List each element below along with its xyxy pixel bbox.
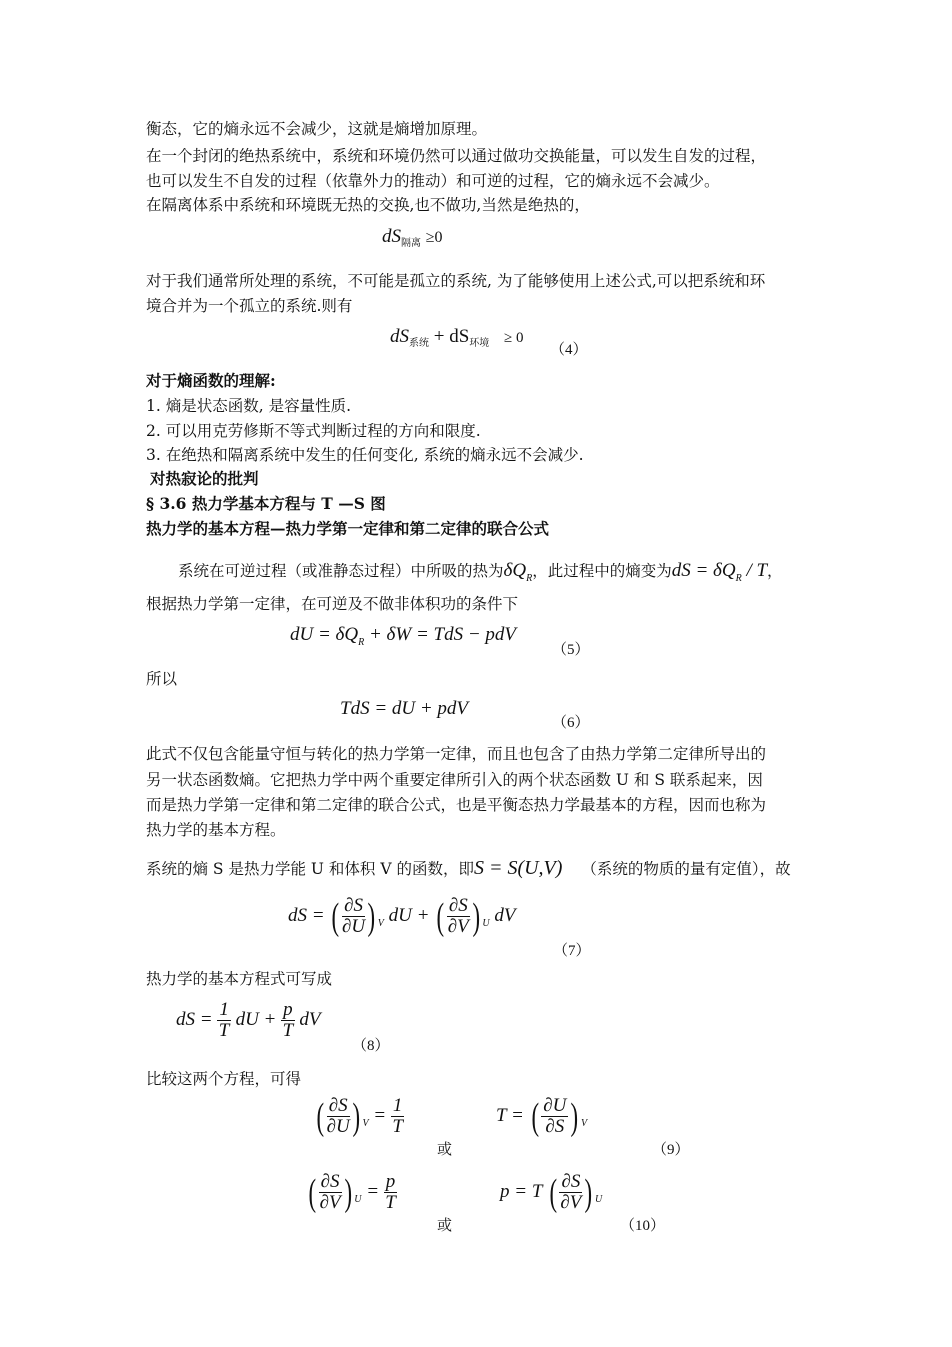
equation-8: dS = $\frac{1}{T}$ dU + $\frac{p}{T}$ dV (176, 999, 321, 1041)
section-title: § 3.6 热力学基本方程与 T —S 图 (146, 494, 386, 513)
equation-number: （8） (352, 1038, 390, 1054)
text-line: 衡态，它的熵永远不会减少，这就是熵增加原理。 (146, 120, 488, 138)
text-line: 对于我们通常所处理的系统，不可能是孤立的系统, 为了能够使用上述公式,可以把系统和环 (146, 272, 766, 290)
equation-5: dU = $\delta Q_R + \delta W$ = TdS − pdV (290, 624, 517, 648)
equation-10-left: ( $\frac{\partial S}{\partial V}$ ) $_U$ = $\frac{p}{T}$ (308, 1171, 396, 1214)
or-label: 或 (437, 1216, 453, 1234)
equation-number: （5） (552, 642, 590, 658)
equation-isolated: $dS_{隔离} \ge 0$ (382, 226, 443, 249)
equation-9-right: T = ( $\frac{\partial U}{\partial S}$ ) $_V$ (496, 1095, 588, 1138)
text-line: 另一状态函数熵。它把热力学中两个重要定律所引入的两个状态函数 U 和 S 联系起来，因 (146, 771, 763, 789)
equation-4: $dS_{系统} + dS_{环境} \ge 0$ (390, 326, 524, 349)
text-line: 比较这两个方程，可得 (146, 1070, 302, 1088)
subtitle: 热力学的基本方程—热力学第一定律和第二定律的联合公式 (146, 519, 550, 538)
equation-10-right: p = T ( $\frac{\partial S}{\partial V}$ ) $_U$ (500, 1171, 603, 1214)
equation-number: （7） (553, 943, 591, 959)
text-line-reversible: 系统在可逆过程（或准静态过程）中所吸的热为$\delta Q_R$，此过程中的熵变为dS = $\delta Q_R$ / T， (178, 560, 783, 584)
text-line: 此式不仅包含能量守恒与转化的热力学第一定律，而且也包含了由热力学第二定律所导出的 (146, 745, 767, 763)
text-line: 在一个封闭的绝热系统中，系统和环境仍然可以通过做功交换能量，可以发生自发的过程， (146, 147, 767, 165)
list-item: 3. 在绝热和隔离系统中发生的任何变化, 系统的熵永远不会减少. (146, 446, 584, 464)
list-item: 2. 可以用克劳修斯不等式判断过程的方向和限度. (146, 422, 481, 440)
equation-7: dS = ( $\frac{\partial S}{\partial U}$ ) $_V$ dU + ( $\frac{\partial S}{\partial V}$ ) $_U$ dV (288, 895, 516, 938)
text-line: 在隔离体系中系统和环境既无热的交换,也不做功,当然是绝热的， (146, 196, 590, 214)
equation-number: （10） (620, 1218, 666, 1234)
equation-number: （6） (552, 715, 590, 731)
or-label: 或 (437, 1140, 453, 1158)
text-line: 根据热力学第一定律，在可逆及不做非体积功的条件下 (146, 595, 519, 613)
text-line: 而是热力学第一定律和第二定律的联合公式，也是平衡态热力学最基本的方程，因而也称为 (146, 796, 767, 814)
text-line: 热力学的基本方程。 (146, 821, 286, 839)
text-line: 境合并为一个孤立的系统.则有 (146, 297, 353, 315)
equation-number: （9） (652, 1142, 690, 1158)
equation-6: TdS = dU + pdV (340, 698, 469, 719)
heading-critique: 对热寂论的批判 (150, 469, 259, 488)
text-line: 也可以发生不自发的过程（依靠外力的推动）和可逆的过程，它的熵永远不会减少。 (146, 172, 720, 190)
list-item: 1. 熵是状态函数, 是容量性质. (146, 397, 351, 415)
text-line-entropy-function: 系统的熵 S 是热力学能 U 和体积 V 的函数，即S = S(U,V) （系统的物质的量有定值），故 (146, 857, 791, 879)
text-line: 热力学的基本方程式可写成 (146, 970, 333, 988)
equation-9-left: ( $\frac{\partial S}{\partial U}$ ) $_V$ = $\frac{1}{T}$ (316, 1095, 403, 1138)
text-line: 所以 (146, 670, 178, 688)
heading-understanding: 对于熵函数的理解: (146, 371, 276, 390)
equation-number: （4） (550, 342, 588, 358)
